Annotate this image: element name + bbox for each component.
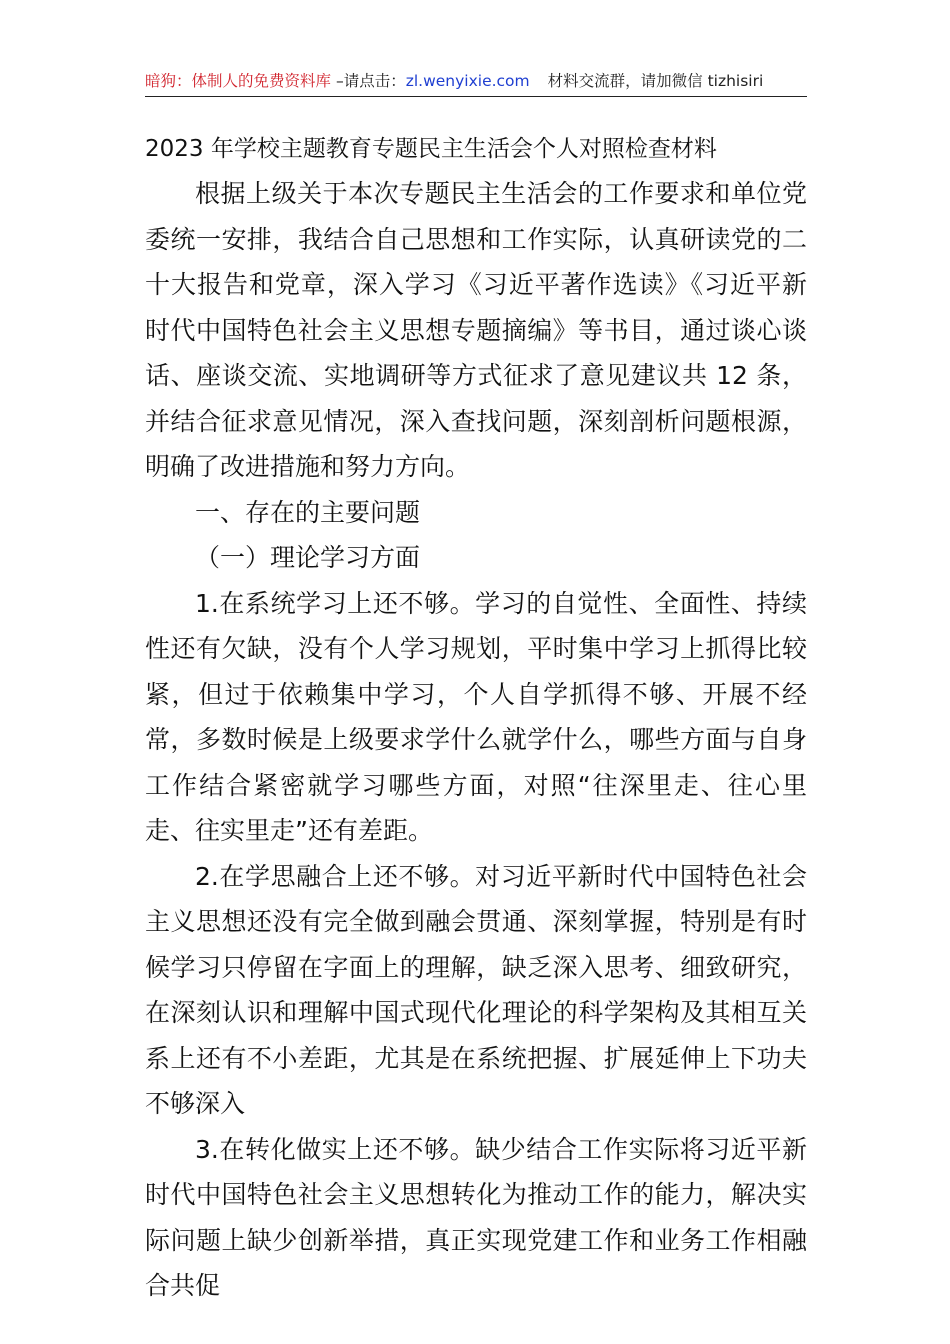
issue-paragraph-1: 1.在系统学习上还不够。学习的自觉性、全面性、持续性还有欠缺，没有个人学习规划，平时集中学习上抓得比较紧，但过于依赖集中学习，个人自学抓得不够、开展不经常，多数时候是上级要求学什么就学什么，哪些方面与自身工作结合紧密就学习哪些方面，对照“往深里走、往心里走、往实里走”还有差距。 — [145, 588, 807, 845]
issue-paragraph-2: 2.在学思融合上还不够。对习近平新时代中国特色社会主义思想还没有完全做到融会贯通、深刻掌握，特别是有时候学习只停留在字面上的理解，缺乏深入思考、细致研究，在深刻认识和理解中国式现代化理论的科学架构及其相互关系上还有不小差距，尤其是在系统把握、扩展延伸上下功夫不够深入 — [145, 861, 807, 1118]
header-contact: 材料交流群，请加微信 tizhisiri — [547, 72, 764, 90]
document-title: 2023 年学校主题教育专题民主生活会个人对照检查材料 — [145, 136, 717, 162]
subsection-heading: （一）理论学习方面 — [195, 543, 421, 572]
intro-paragraph: 根据上级关于本次专题民主生活会的工作要求和单位党委统一安排，我结合自己思想和工作实际，认真研读党的二十大报告和党章，深入学习《习近平著作选读》《习近平新时代中国特色社会主义思想专题摘编》等书目，通过谈心谈话、座谈交流、实地调研等方式征求了意见建议共 12 条，并结合征求意见情况，深入查找问题，深刻剖析问题根源，明确了改进措施和努力方向。 — [145, 179, 807, 481]
header-brand: 暗狗：体制人的免费资料库 — [145, 72, 332, 90]
issue-paragraph-3: 3.在转化做实上还不够。缺少结合工作实际将习近平新时代中国特色社会主义思想转化为推动工作的能力，解决实际问题上缺少创新举措，真正实现党建工作和业务工作相融合共促 — [145, 1134, 807, 1300]
page-header — [145, 66, 807, 97]
section-heading: 一、存在的主要问题 — [195, 497, 421, 527]
header-link[interactable]: zl.wenyixie.com — [405, 72, 530, 90]
document-body — [145, 171, 807, 1309]
header-prompt: –请点击： — [331, 72, 406, 90]
